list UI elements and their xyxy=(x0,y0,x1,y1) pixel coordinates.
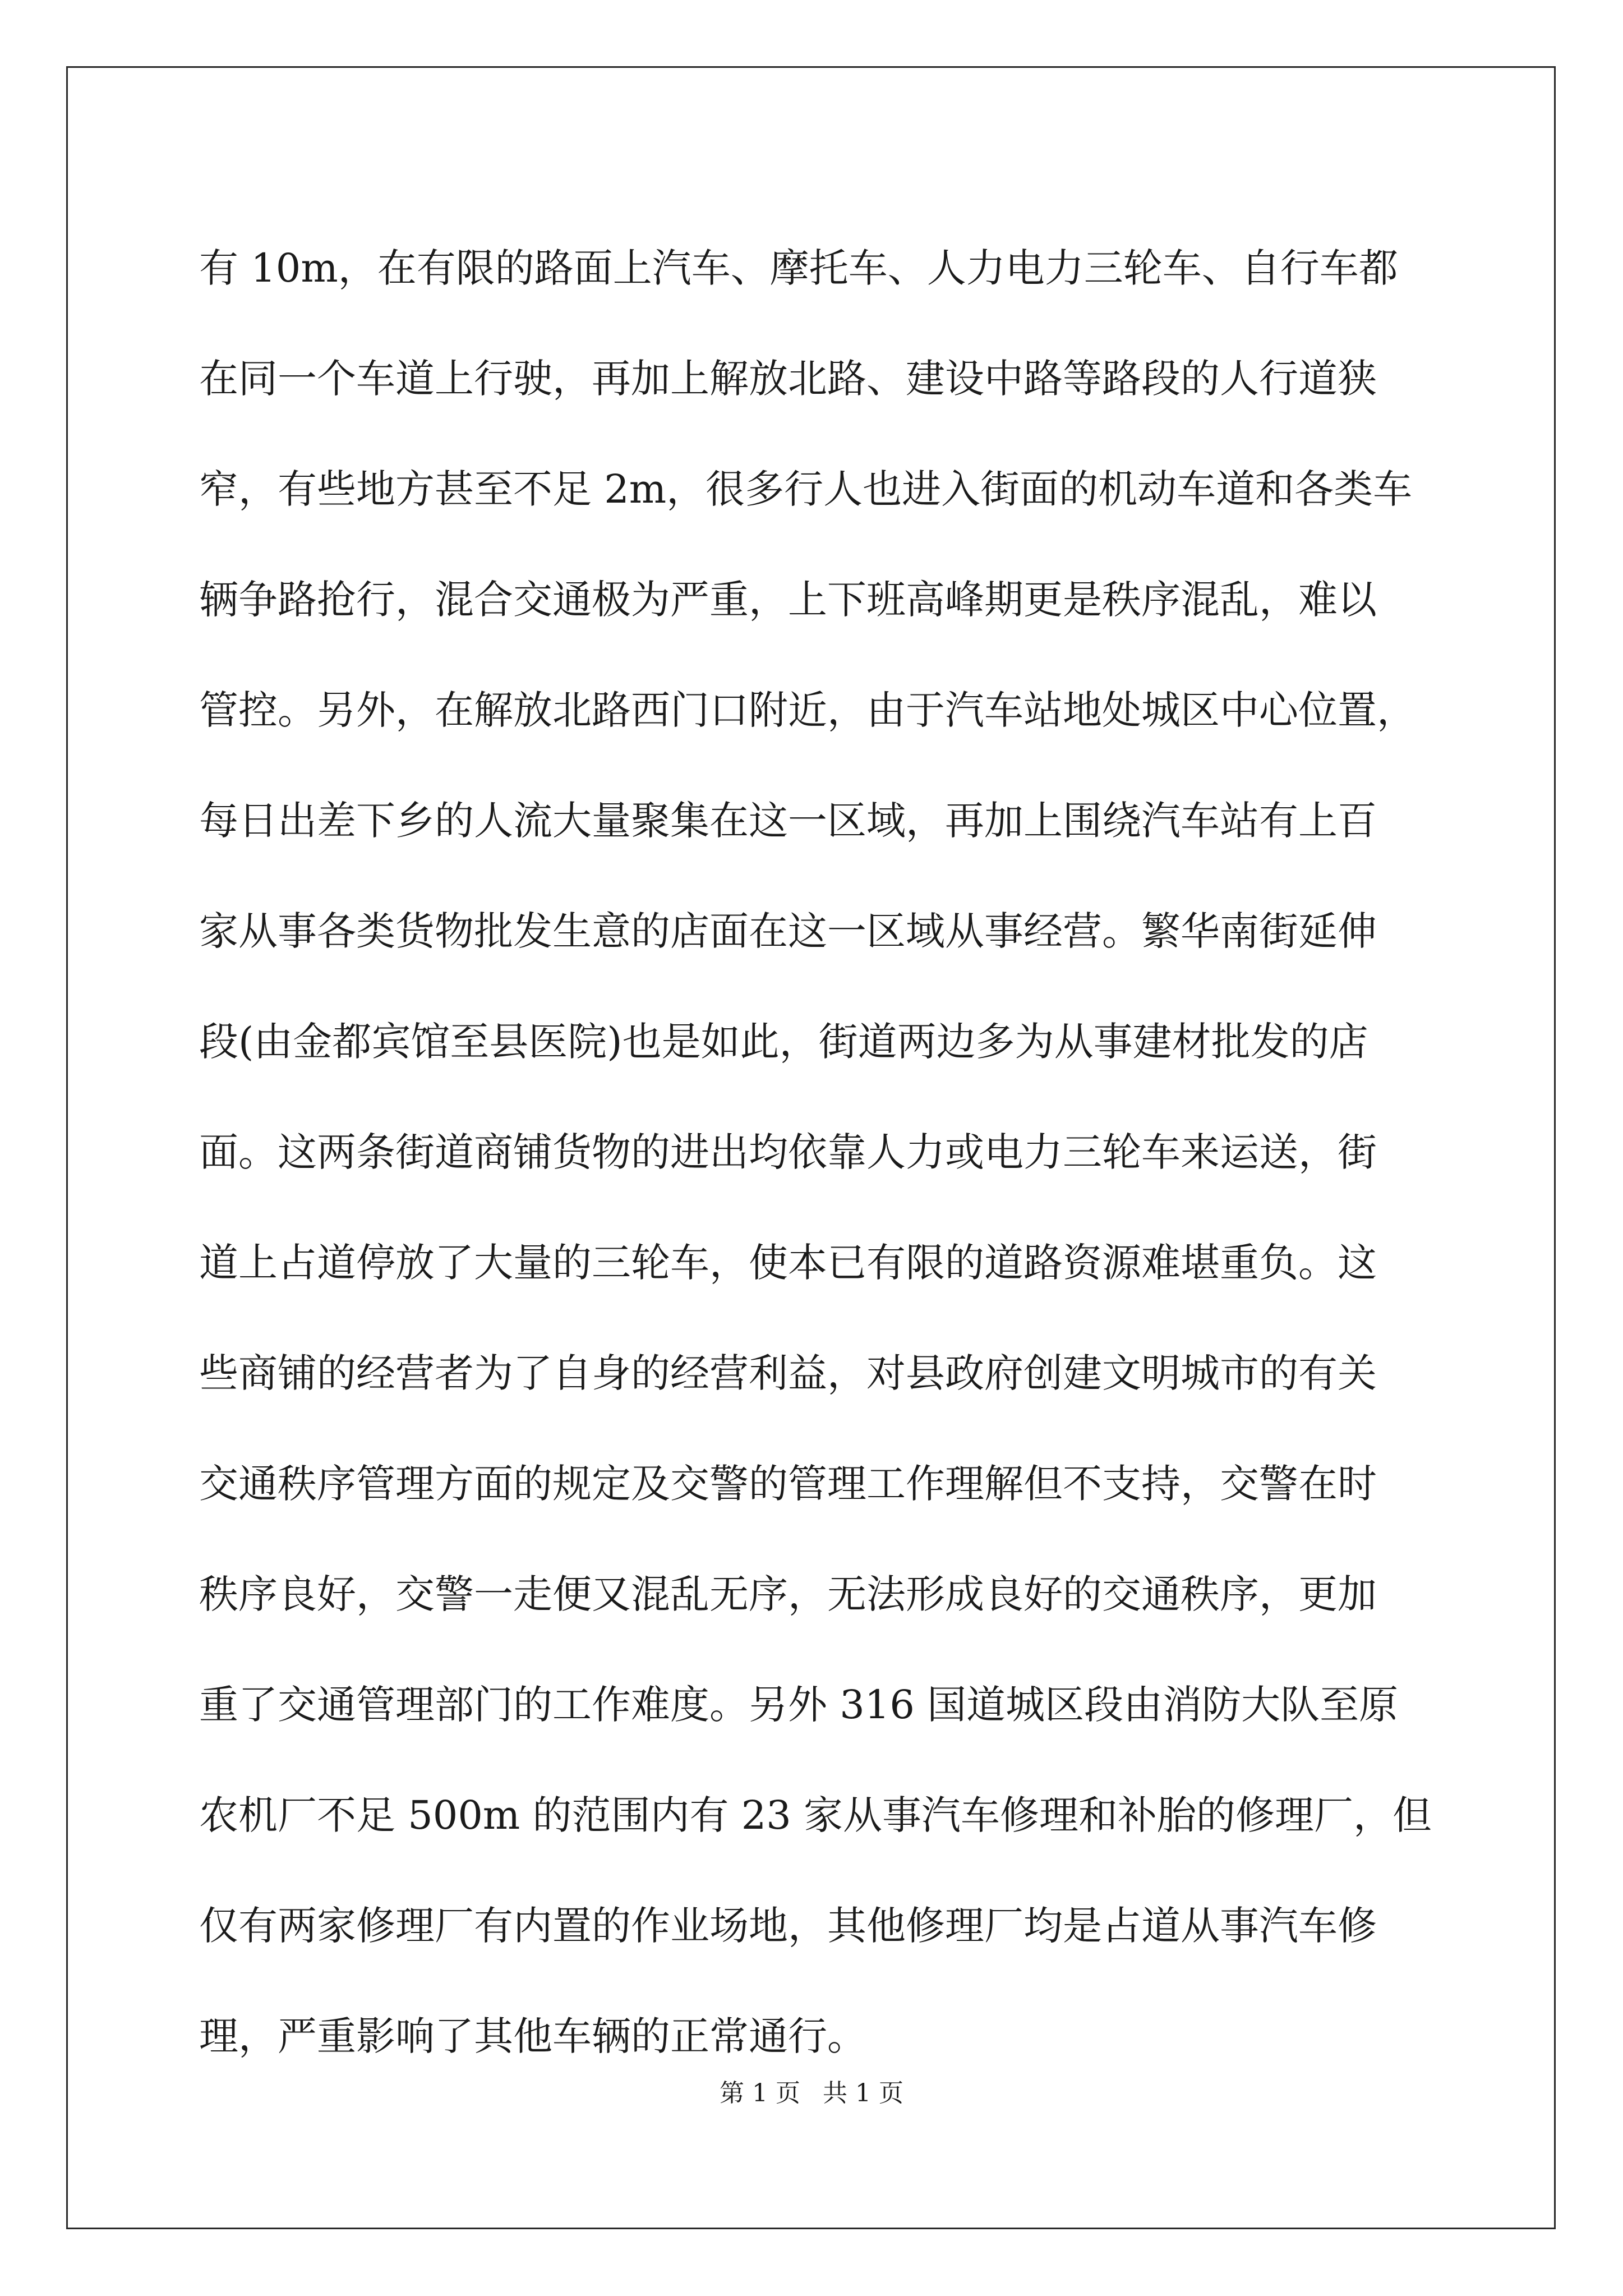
paragraph-line: 仅有两家修理厂有内置的作业场地，其他修理厂均是占道从事汽车修 xyxy=(199,1903,1377,1949)
page-total: 共 1 页 xyxy=(823,2079,903,2108)
paragraph-line: 每日出差下乡的人流大量聚集在这一区域，再加上围绕汽车站有上百 xyxy=(199,798,1377,844)
paragraph-line: 辆争路抢行，混合交通极为严重，上下班高峰期更是秩序混乱，难以 xyxy=(199,577,1377,623)
paragraph-line: 有 10m，在有限的路面上汽车、摩托车、人力电力三轮车、自行车都 xyxy=(199,245,1398,291)
paragraph-line: 道上占道停放了大量的三轮车，使本已有限的道路资源难堪重负。这 xyxy=(199,1240,1377,1286)
paragraph-line: 窄，有些地方甚至不足 2m，很多行人也进入街面的机动车道和各类车 xyxy=(199,466,1413,512)
paragraph-line: 在同一个车道上行驶，再加上解放北路、建设中路等路段的人行道狭 xyxy=(199,356,1377,402)
document-body xyxy=(199,213,1444,2092)
paragraph-line: 管控。另外，在解放北路西门口附近，由于汽车站地处城区中心位置， xyxy=(199,687,1416,733)
paragraph-line: 些商铺的经营者为了自身的经营利益，对县政府创建文明城市的有关 xyxy=(199,1350,1377,1396)
paragraph-line: 重了交通管理部门的工作难度。另外 316 国道城区段由消防大队至原 xyxy=(199,1682,1399,1728)
paragraph-line: 理，严重影响了其他车辆的正常通行。 xyxy=(199,2013,866,2059)
paragraph-line: 农机厂不足 500m 的范围内有 23 家从事汽车修理和补胎的修理厂，但 xyxy=(199,1792,1432,1838)
paragraph-line: 交通秩序管理方面的规定及交警的管理工作理解但不支持，交警在时 xyxy=(199,1461,1377,1507)
page-footer xyxy=(0,2073,1623,2109)
page-number: 第 1 页 xyxy=(720,2079,800,2108)
paragraph-line: 段(由金都宾馆至县医院)也是如此，街道两边多为从事建材批发的店 xyxy=(199,1019,1368,1065)
paragraph-line: 秩序良好，交警一走便又混乱无序，无法形成良好的交通秩序，更加 xyxy=(199,1571,1377,1617)
paragraph-line: 家从事各类货物批发生意的店面在这一区域从事经营。繁华南街延伸 xyxy=(199,908,1377,954)
paragraph-line: 面。这两条街道商铺货物的进出均依靠人力或电力三轮车来运送，街 xyxy=(199,1129,1377,1175)
